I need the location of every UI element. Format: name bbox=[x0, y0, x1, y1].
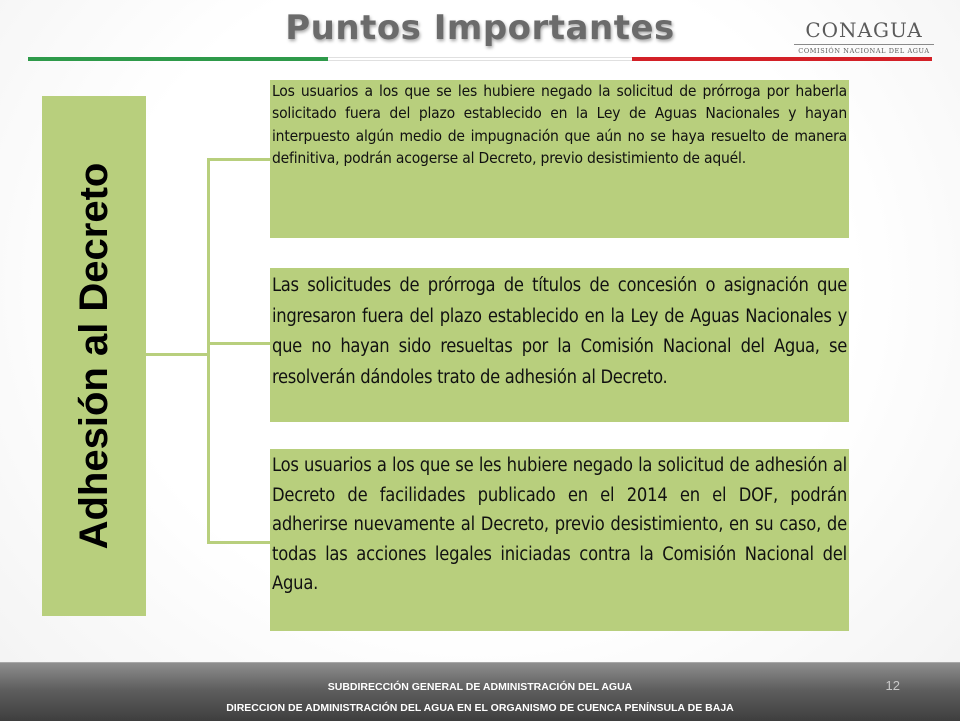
connector-vertical bbox=[207, 158, 210, 544]
accent-rule-white bbox=[328, 57, 632, 61]
slide-title: Puntos Importantes bbox=[285, 8, 675, 48]
root-label: Adhesión al Decreto bbox=[72, 162, 116, 550]
point-card-2: Las solicitudes de prórroga de títulos de concesión o asignación que ingresaron fuera del plazo establecido en la Ley de Aguas Nacionales y que no hayan sido resueltas por la Comisión Nacional del Agua, se resolverán dándoles trato de adhesión al Decreto. bbox=[270, 268, 849, 422]
connector-root bbox=[146, 353, 208, 356]
conagua-logo bbox=[794, 18, 934, 55]
logo-wordmark: CONAGUA bbox=[794, 18, 934, 45]
point-card-3: Los usuarios a los que se les hubiere negado la solicitud de adhesión al Decreto de facilidades publicado en el 2014 en el DOF, podrán adherirse nuevamente al Decreto, previo desistimiento, en su caso, de todas las acciones legales iniciadas contra la Comisión Nacional del Agua. bbox=[270, 449, 849, 631]
root-box bbox=[42, 96, 146, 616]
connector-branch-1 bbox=[207, 158, 270, 161]
accent-rule-red bbox=[632, 57, 932, 61]
point-card-1: Los usuarios a los que se les hubiere negado la solicitud de prórroga por haberla solicitado fuera del plazo establecido en la Ley de Aguas Nacionales y hayan interpuesto algún medio de impugnación que aún no se haya resuelto de manera definitiva, podrán acogerse al Decreto, previo desistimiento de aquél. bbox=[270, 80, 849, 238]
connector-branch-3 bbox=[207, 541, 270, 544]
page-number: 12 bbox=[885, 678, 900, 693]
footer-bar bbox=[0, 662, 960, 721]
accent-rule-green bbox=[28, 57, 328, 61]
footer-line-2: DIRECCION DE ADMINISTRACIÓN DEL AGUA EN EL ORGANISMO DE CUENCA PENÍNSULA DE BAJA bbox=[226, 702, 734, 714]
logo-subtitle: COMISIÓN NACIONAL DEL AGUA bbox=[798, 47, 930, 55]
connector-branch-2 bbox=[207, 342, 270, 345]
footer-line-1: SUBDIRECCIÓN GENERAL DE ADMINISTRACIÓN DEL AGUA bbox=[327, 681, 633, 693]
